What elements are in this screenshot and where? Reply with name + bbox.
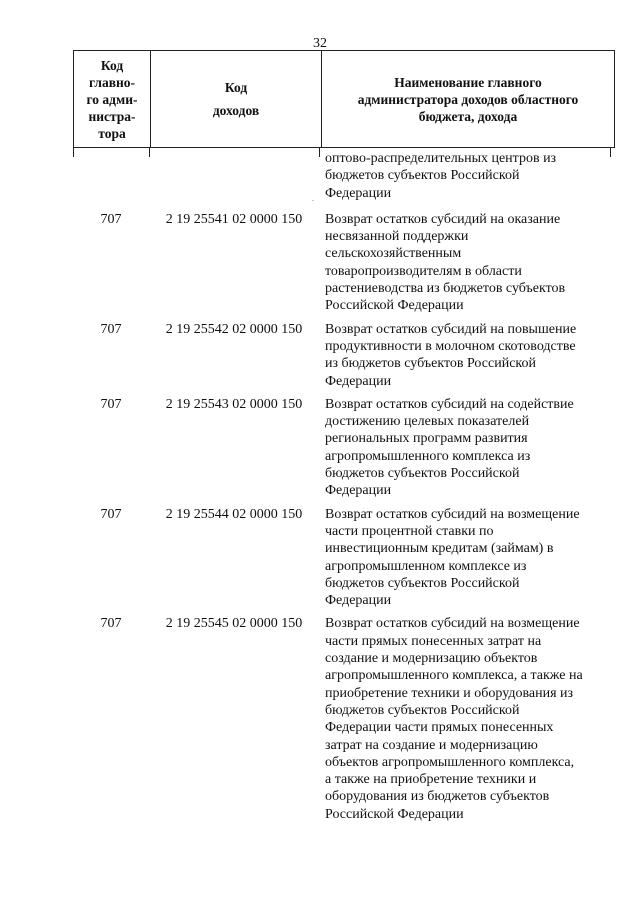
name-cell: оптово-распределительных центров из бюджетов субъектов Российской Федерации [325, 151, 557, 201]
header-admin-code: Код главно- го адми- нистра- тора [74, 51, 151, 148]
name-cell: Возврат остатков субсидий на повышение продуктивности в молочном скотоводстве из бюджетов субъектов Российской Федерации [325, 321, 577, 389]
admin-code-cell: 707 [100, 211, 122, 227]
header-name: Наименование главного администратора доходов областного бюджета, дохода [322, 51, 615, 148]
table-row [73, 211, 611, 315]
table-row [73, 321, 611, 390]
scan-speck: . [312, 194, 314, 203]
name-cell: Возврат остатков субсидий на содействие достижению целевых показателей региональных программ развития агропромышленного комплекса из бюджетов субъектов Российской Федерации [325, 396, 574, 499]
table-row [73, 150, 611, 202]
income-code-cell: 2 19 25541 02 0000 150 [165, 211, 303, 227]
name-cell: Возврат остатков субсидий на оказание несвязанной поддержки сельскохозяйственным товаропроизводителям в области растениеводства из бюджетов субъектов Российской Федерации [325, 211, 566, 314]
table-header [73, 50, 615, 148]
page-number: 32 [313, 36, 327, 51]
income-code-cell: 2 19 25543 02 0000 150 [165, 396, 303, 412]
admin-code-cell: 707 [100, 506, 122, 522]
income-code-cell: 2 19 25542 02 0000 150 [165, 321, 303, 337]
income-code-cell: 2 19 25545 02 0000 150 [165, 616, 303, 632]
admin-code-cell: 707 [100, 396, 122, 412]
income-code-cell: 2 19 25544 02 0000 150 [165, 506, 303, 522]
name-cell: Возврат остатков субсидий на возмещение части прямых понесенных затрат на создание и модернизацию объектов агропромышленного комплекса, а также на приобретение техники и оборудования из бюджетов субъектов Российской Федерации части прямых понесенных затрат на создание и модернизацию объектов агропромышленного комплекса, а также на приобретение техники и оборудования из бюджетов субъектов Российской Федерации [325, 616, 583, 822]
table-row [73, 506, 611, 610]
name-cell: Возврат остатков субсидий на возмещение части процентной ставки по инвестиционным кредитам (займам) в агропромышленном комплексе из бюджетов субъектов Российской Федерации [325, 506, 580, 609]
table-row [73, 615, 611, 823]
table-row [73, 396, 611, 500]
table-body [73, 150, 611, 823]
admin-code-cell: 707 [100, 616, 122, 632]
header-income-code: Код доходов [151, 51, 322, 148]
admin-code-cell: 707 [100, 321, 122, 337]
